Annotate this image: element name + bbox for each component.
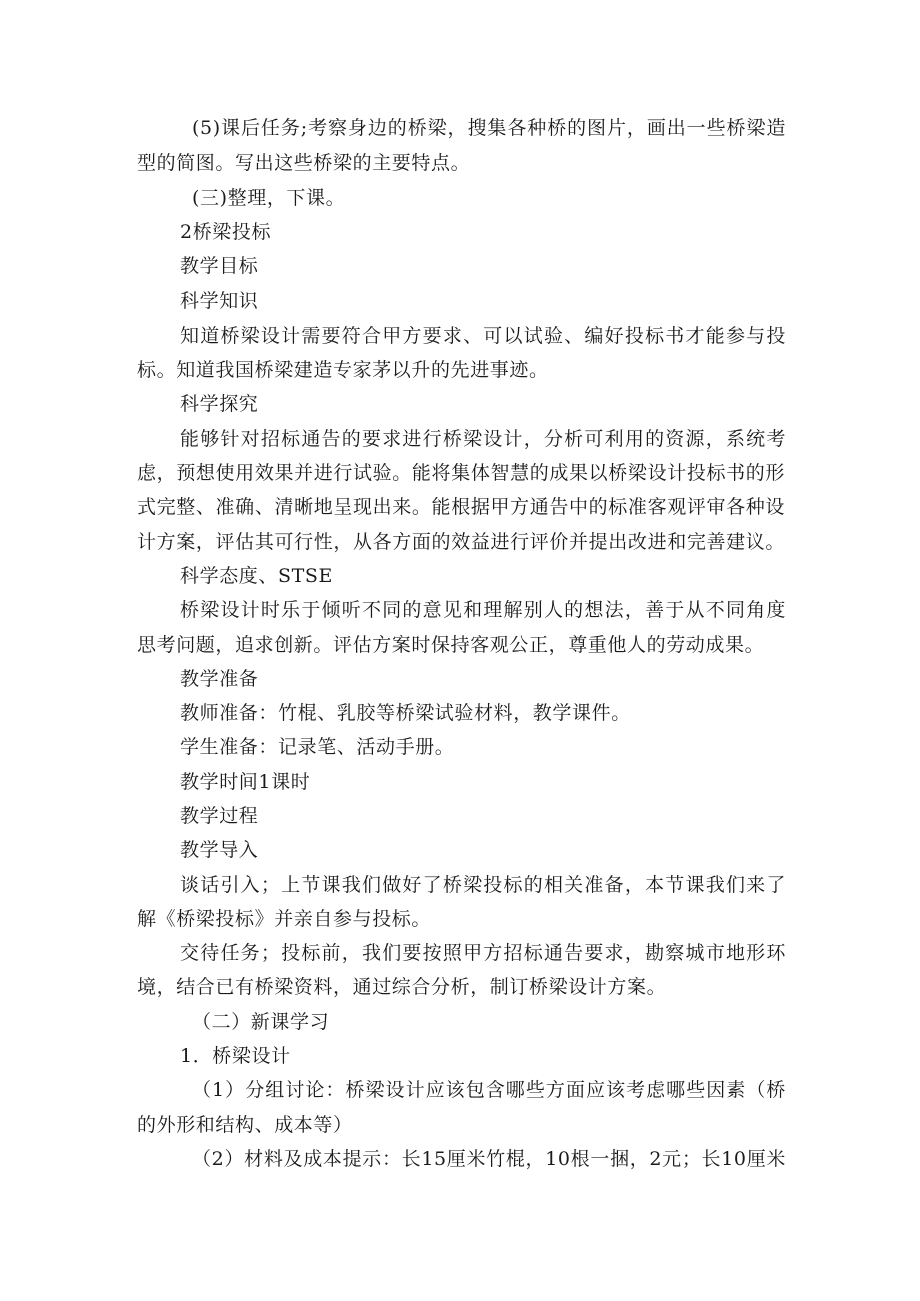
paragraph-line: 的外形和结构、成本等） [137, 1114, 353, 1136]
paragraph-line: 计方案，评估其可行性，从各方面的效益进行评价并提出改进和完善建议。 [137, 531, 785, 553]
paragraph-line: 思考问题，追求创新。评估方案时保持客观公正，尊重他人的劳动成果。 [137, 634, 765, 656]
paragraph-line: 教师准备：竹棍、乳胶等桥梁试验材料，教学课件。 [180, 702, 631, 724]
paragraph-line: 谈话引入；上节课我们做好了桥梁投标的相关准备，本节课我们来了 [180, 874, 786, 896]
section-heading: 1．桥梁设计 [180, 1045, 291, 1067]
paragraph-line: （2）材料及成本提示：长15厘米竹棍，10根一捆，2元；长10厘米 [192, 1148, 786, 1170]
paragraph-line: 型的简图。写出这些桥梁的主要特点。 [137, 152, 471, 174]
section-heading: 科学探究 [180, 393, 259, 415]
paragraph-line: （1）分组讨论：桥梁设计应该包含哪些方面应该考虑哪些因素（桥 [192, 1079, 786, 1101]
section-heading: 科学知识 [180, 290, 259, 312]
paragraph-line: 知道桥梁设计需要符合甲方要求、可以试验、编好投标书才能参与投 [180, 325, 786, 347]
paragraph-line: 解《桥梁投标》并亲自参与投标。 [137, 908, 432, 930]
section-heading: 教学过程 [180, 805, 259, 827]
paragraph-line: (5)课后任务;考察身边的桥梁，搜集各种桥的图片，画出一些桥梁造 [192, 117, 786, 139]
lesson-title: 2桥梁投标 [180, 221, 272, 243]
section-heading: (三)整理，下课。 [192, 187, 346, 209]
section-heading: （二）新课学习 [192, 1011, 330, 1033]
section-heading: 教学导入 [180, 839, 259, 861]
paragraph-line: 桥梁设计时乐于倾听不同的意见和理解别人的想法，善于从不同角度 [180, 599, 786, 621]
paragraph-line: 境，结合已有桥梁资料，通过综合分析，制订桥梁设计方案。 [137, 976, 667, 998]
paragraph-line: 标。知道我国桥梁建造专家茅以升的先进事迹。 [137, 359, 549, 381]
paragraph-line: 学生准备：记录笔、活动手册。 [180, 736, 455, 758]
paragraph-line: 教学时间1课时 [180, 771, 311, 793]
paragraph-line: 虑，预想使用效果并进行试验。能将集体智慧的成果以桥梁设计投标书的形 [137, 462, 785, 484]
section-heading: 教学目标 [180, 255, 259, 277]
paragraph-line: 能够针对招标通告的要求进行桥梁设计，分析可利用的资源，系统考 [180, 428, 786, 450]
paragraph-line: 式完整、准确、清晰地呈现出来。能根据甲方通告中的标准客观评审各种设 [137, 496, 785, 518]
paragraph-line: 交待任务；投标前，我们要按照甲方招标通告要求，勘察城市地形环 [180, 942, 786, 964]
section-heading: 教学准备 [180, 668, 259, 690]
section-heading: 科学态度、STSE [180, 565, 333, 587]
